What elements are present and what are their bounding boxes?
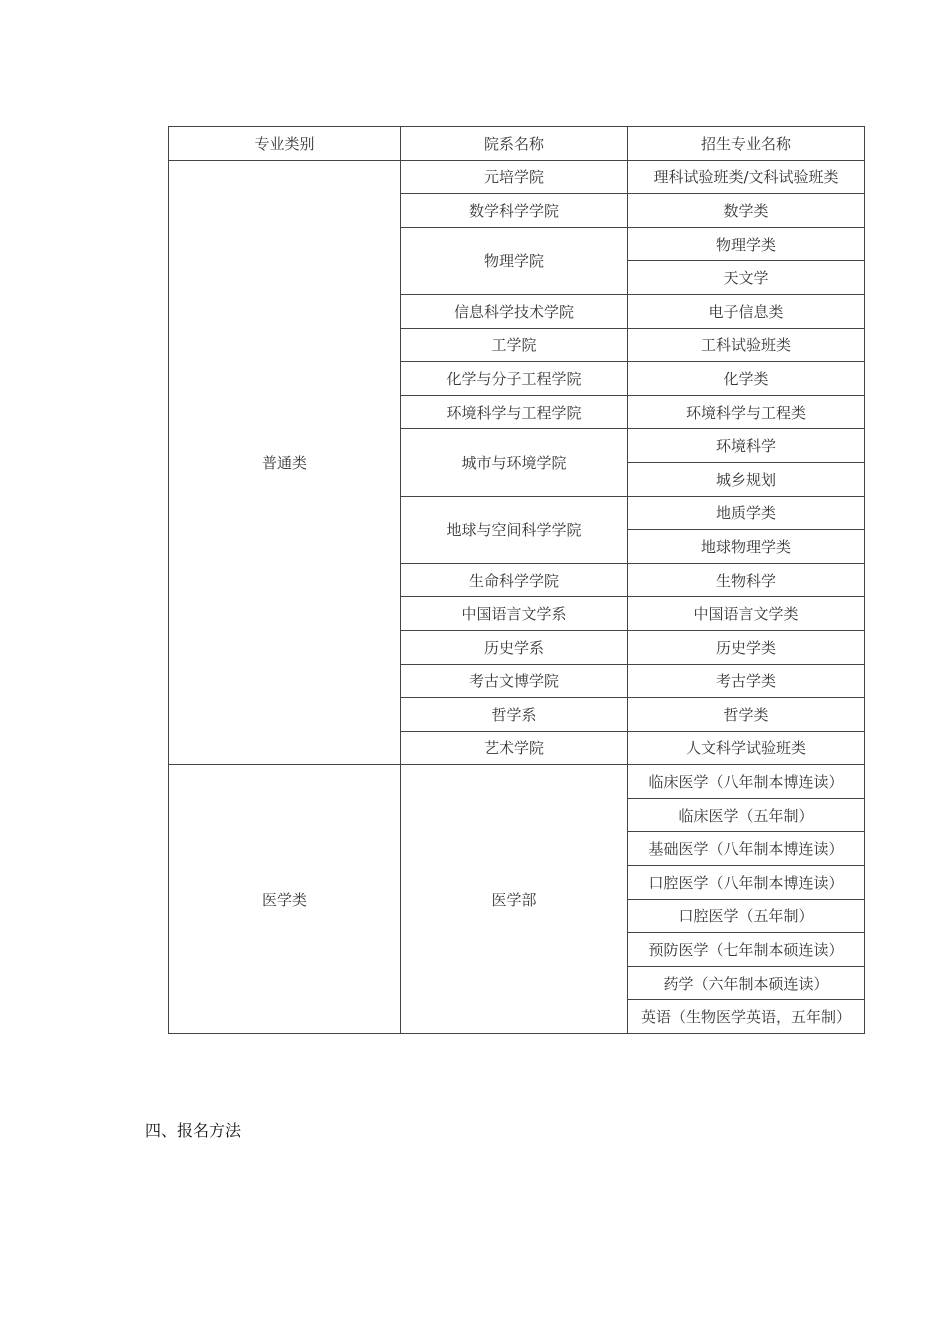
- table-row: [169, 765, 865, 799]
- major-cell: 历史学类: [628, 630, 865, 664]
- department-cell: 城市与环境学院: [401, 429, 628, 496]
- header-category: 专业类别: [169, 127, 401, 161]
- department-cell: 地球与空间科学学院: [401, 496, 628, 563]
- table-header-row: [169, 127, 865, 161]
- category-cell: 普通类: [169, 160, 401, 765]
- department-cell: 工学院: [401, 328, 628, 362]
- header-department: 院系名称: [401, 127, 628, 161]
- major-cell: 临床医学（八年制本博连读）: [628, 765, 865, 799]
- department-cell: 信息科学技术学院: [401, 294, 628, 328]
- major-cell: 理科试验班类/文科试验班类: [628, 160, 865, 194]
- major-cell: 天文学: [628, 261, 865, 295]
- department-cell: 考古文博学院: [401, 664, 628, 698]
- major-cell: 地质学类: [628, 496, 865, 530]
- major-cell: 药学（六年制本硕连读）: [628, 966, 865, 1000]
- major-cell: 英语（生物医学英语，五年制）: [628, 1000, 865, 1034]
- category-cell: 医学类: [169, 765, 401, 1034]
- major-cell: 临床医学（五年制）: [628, 798, 865, 832]
- majors-table: [168, 126, 865, 1034]
- department-cell: 元培学院: [401, 160, 628, 194]
- major-cell: 电子信息类: [628, 294, 865, 328]
- major-cell: 物理学类: [628, 227, 865, 261]
- header-major: 招生专业名称: [628, 127, 865, 161]
- department-cell: 历史学系: [401, 630, 628, 664]
- major-cell: 地球物理学类: [628, 530, 865, 564]
- major-cell: 基础医学（八年制本博连读）: [628, 832, 865, 866]
- major-cell: 中国语言文学类: [628, 597, 865, 631]
- major-cell: 预防医学（七年制本硕连读）: [628, 933, 865, 967]
- department-cell: 医学部: [401, 765, 628, 1034]
- major-cell: 城乡规划: [628, 462, 865, 496]
- department-cell: 物理学院: [401, 227, 628, 294]
- major-cell: 数学类: [628, 194, 865, 228]
- major-cell: 人文科学试验班类: [628, 731, 865, 765]
- major-cell: 口腔医学（五年制）: [628, 899, 865, 933]
- table-row: [169, 160, 865, 194]
- major-cell: 化学类: [628, 362, 865, 396]
- department-cell: 中国语言文学系: [401, 597, 628, 631]
- department-cell: 生命科学学院: [401, 563, 628, 597]
- department-cell: 数学科学学院: [401, 194, 628, 228]
- major-cell: 环境科学与工程类: [628, 395, 865, 429]
- major-cell: 工科试验班类: [628, 328, 865, 362]
- table-body: [169, 160, 865, 1033]
- major-cell: 考古学类: [628, 664, 865, 698]
- major-cell: 哲学类: [628, 698, 865, 732]
- major-cell: 环境科学: [628, 429, 865, 463]
- department-cell: 环境科学与工程学院: [401, 395, 628, 429]
- department-cell: 哲学系: [401, 698, 628, 732]
- department-cell: 化学与分子工程学院: [401, 362, 628, 396]
- major-cell: 生物科学: [628, 563, 865, 597]
- department-cell: 艺术学院: [401, 731, 628, 765]
- major-cell: 口腔医学（八年制本博连读）: [628, 866, 865, 900]
- section-heading: 四、报名方法: [145, 1121, 242, 1140]
